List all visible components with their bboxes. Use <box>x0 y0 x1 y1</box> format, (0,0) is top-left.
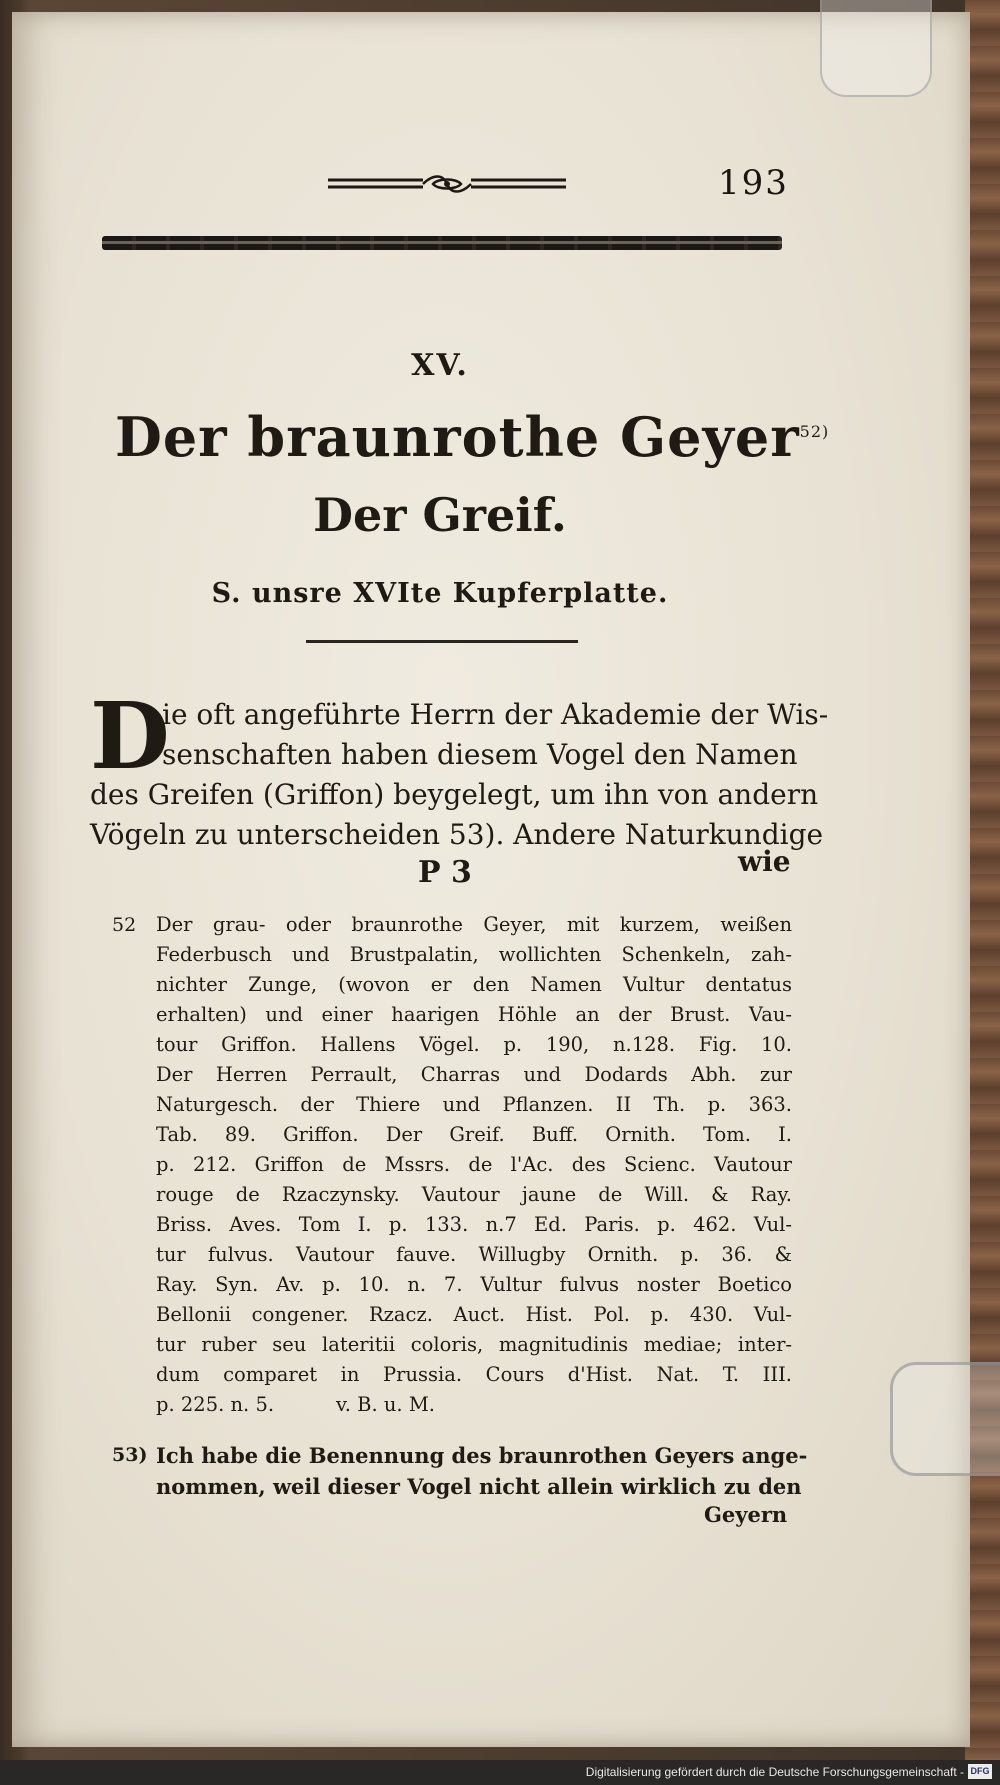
footnote-line: Der grau- oder braunrothe Geyer, mit kurzem, weißen <box>156 913 792 936</box>
footnote-line: erhalten) und einer haarigen Höhle an der Brust. Vau- <box>156 1003 792 1026</box>
body-paragraph <box>90 695 829 855</box>
footnote-line: dum comparet in Prussia. Cours d'Hist. Nat. T. III. <box>156 1363 792 1386</box>
footnote-catchword: Geyern <box>704 1502 788 1527</box>
title-divider <box>306 640 578 643</box>
footnote-marker: 52 <box>112 914 137 936</box>
footnote-line: tur fulvus. Vautour fauve. Willugby Ornith. p. 36. & <box>156 1243 792 1266</box>
funding-credit: Digitalisierung gefördert durch die Deutsche Forschungsgemeinschaft - <box>585 1765 964 1779</box>
footnote-line: rouge de Rzaczynsky. Vautour jaune de Will. & Ray. <box>156 1183 792 1206</box>
footnote-line: Briss. Aves. Tom I. p. 133. n.7 Ed. Paris. p. 462. Vul- <box>156 1213 792 1236</box>
chapter-title-footnote-ref: 52) <box>799 422 830 441</box>
footnote-line: Der Herren Perrault, Charras und Dodards Abh. zur <box>156 1063 792 1086</box>
footnote-line: tur ruber seu lateritii coloris, magnitudinis mediae; inter- <box>156 1333 792 1356</box>
drop-cap: D <box>90 682 170 790</box>
body-line: des Greifen (Griffon) beygelegt, um ihn von andern <box>90 778 819 811</box>
chapter-title-text: Der braunrothe Geyer <box>115 405 800 469</box>
footnote-line: tour Griffon. Hallens Vögel. p. 190, n.128. Fig. 10. <box>156 1033 792 1056</box>
footnote-line: Ray. Syn. Av. p. 10. n. 7. Vultur fulvus noster Boetico <box>156 1273 792 1296</box>
page-clip-top <box>820 0 932 97</box>
catchword: wie <box>738 845 791 878</box>
plate-reference: S. unsre XVIte Kupferplatte. <box>211 578 669 609</box>
body-line: senschaften haben diesem Vogel den Namen <box>162 738 798 771</box>
footnote-marker: 53) <box>112 1444 148 1466</box>
body-line: Vögeln zu unterscheiden 53). Andere Naturkundige <box>90 818 824 851</box>
footnote-line: Ich habe die Benennung des braunrothen Geyers ange- <box>156 1443 808 1468</box>
footnote-line: Naturgesch. der Thiere und Pflanzen. II Th. p. 363. <box>156 1093 792 1116</box>
page-number: 193 <box>718 163 789 203</box>
page-clip-side <box>890 1362 1000 1476</box>
chapter-title <box>115 405 830 469</box>
footnote-line: p. 225. n. 5. v. B. u. M. <box>156 1393 435 1416</box>
printer-signature: P 3 <box>418 855 472 890</box>
book-cover-edge <box>965 0 1000 1760</box>
footnote-body <box>156 1440 808 1502</box>
footnote-line: nommen, weil dieser Vogel nicht allein wirklich zu den <box>156 1474 802 1499</box>
chapter-number: XV. <box>411 348 469 383</box>
header-rule <box>102 236 782 250</box>
body-line: ie oft angeführte Herrn der Akademie der Wis- <box>162 698 829 731</box>
footnote-body <box>156 910 792 1420</box>
header-ornament <box>328 174 566 194</box>
footnote-line: Federbusch und Brustpalatin, wollichten Schenkeln, zah- <box>156 943 792 966</box>
footnote-line: Bellonii congener. Rzacz. Auct. Hist. Pol. p. 430. Vul- <box>156 1303 792 1326</box>
footnote-line: Tab. 89. Griffon. Der Greif. Buff. Ornith. Tom. I. <box>156 1123 792 1146</box>
chapter-subtitle: Der Greif. <box>313 488 567 542</box>
footnote-line: p. 212. Griffon de Mssrs. de l'Ac. des Scienc. Vautour <box>156 1153 792 1176</box>
footnote-line: nichter Zunge, (wovon er den Namen Vultur dentatus <box>156 973 792 996</box>
dfg-logo: DFG <box>968 1764 992 1779</box>
